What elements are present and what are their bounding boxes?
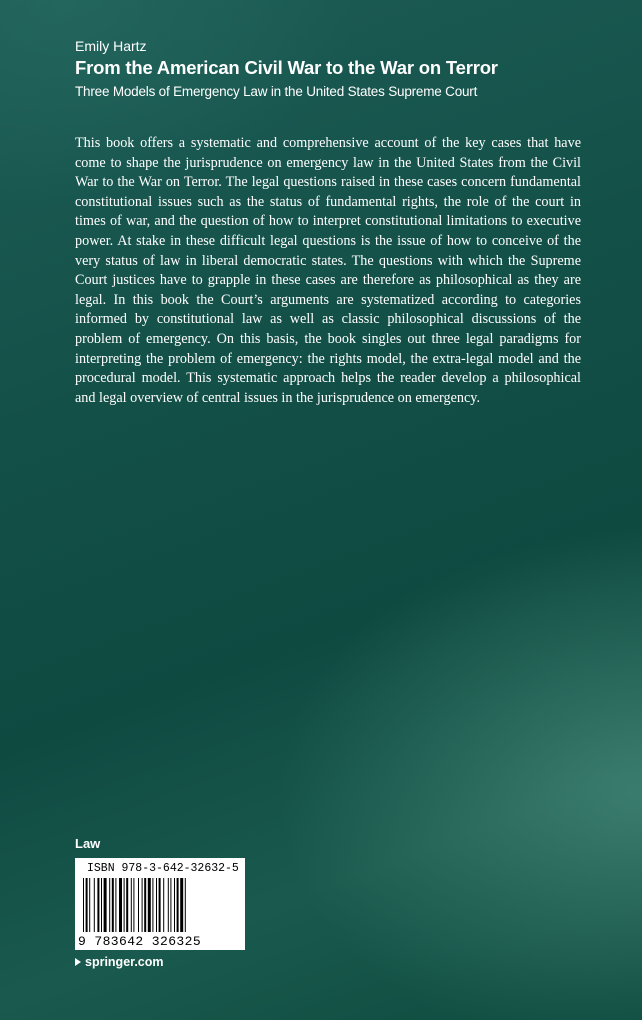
ean-digits: 9 783642 326325 <box>78 934 202 949</box>
book-description: This book offers a systematic and comprehensive account of the key cases that have come to shape the jurisprudence on emergency law in the United States from the Civil War to the War on Terror. The legal questions raised in these cases concern fundamental constitutional issues such as the status of fundamental rights, the role of the court in times of war, and the question of how to interpret constitutional limitations to executive power. At stake in these difficult legal questions is the issue of how to conceive of the very status of law in liberal democratic states. The questions with which the Supreme Court justices have to grapple in these cases are therefore as philosophical as they are legal. In this book the Court’s arguments are systematized according to categories informed by constitutional law as well as classic philosophical discussions of the problem of emergency. On this basis, the book singles out three legal paradigms for interpreting the problem of emergency: the rights model, the extra-legal model and the procedural model. This systematic approach helps the reader develop a philosophical and legal overview of central issues in the jurisprudence on emergency. <box>75 135 581 406</box>
barcode-box <box>75 858 245 950</box>
publisher-link[interactable] <box>75 955 164 969</box>
author-name: Emily Hartz <box>75 38 147 54</box>
isbn-text: ISBN 978-3-642-32632-5 <box>87 862 239 875</box>
publisher-link-label: springer.com <box>85 955 164 969</box>
barcode-icon <box>81 878 239 936</box>
arrow-icon <box>75 958 81 966</box>
book-title: From the American Civil War to the War on Terror <box>75 57 498 78</box>
book-subtitle: Three Models of Emergency Law in the United States Supreme Court <box>75 84 478 99</box>
category-label: Law <box>75 836 101 851</box>
